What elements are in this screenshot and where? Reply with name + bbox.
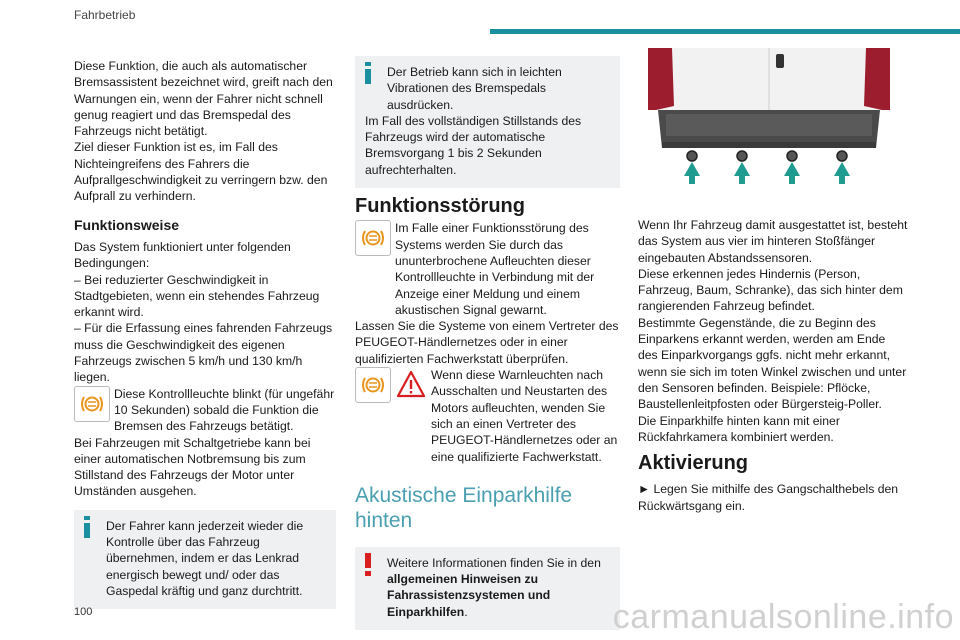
paragraph: Bei Fahrzeugen mit Schaltgetriebe kann bei einer automatischen Notbremsung bis zum Stillstand des Fahrzeugs der Motor unter Umständen ausgehen. xyxy=(74,435,311,499)
paragraph: Diese Funktion, die auch als automatischer Bremsassistent bezeichnet wird, greift nach den Warnungen ein, wenn der Fahrer nicht schnell genug reagiert und das Bremspedal des Fahrzeugs nicht betätigt. xyxy=(74,59,333,139)
paragraph: Die Einparkhilfe hinten kann mit einer Rückfahrkamera kombiniert werden. xyxy=(638,413,840,444)
header-accent-bar xyxy=(490,29,960,34)
page-number: 100 xyxy=(74,606,93,618)
alert-icon xyxy=(365,553,371,581)
paragraph: Das System funktioniert unter folgenden Bedingungen: xyxy=(74,239,291,271)
info-icon xyxy=(365,62,371,88)
section-title: Akustische Einparkhilfe hinten xyxy=(355,483,573,532)
heading-funktionsweise: Funktionsweise xyxy=(74,216,180,233)
step-item: ► Legen Sie mithilfe des Gangschalthebels den Rückwärtsgang ein. xyxy=(638,482,899,513)
warning-note xyxy=(355,547,620,630)
van-rear-sensors-illustration xyxy=(638,48,900,186)
paragraph: Ziel dieser Funktion ist es, im Fall des Nichteingreifens des Fahrers die Aufprallgeschwindigkeit zu verringern bzw. den Aufprall zu verhindern. xyxy=(74,140,328,204)
brake-lamp-icon xyxy=(74,386,110,422)
watermark: carmanualsonline.info xyxy=(612,598,954,636)
paragraph: Lassen Sie die Systeme von einem Vertreter des PEUGEOT-Händlernetzes oder in einer qualifizierten Fachwerkstatt überprüfen. xyxy=(355,319,619,366)
paragraph: Bestimmte Gegenstände, die zu Beginn des Einparkens erkannt werden, werden am Ende des Einparkvorgangs ggfs. nicht mehr erkannt, wenn sie sich im toten Winkel zwischen und unter den Sensoren befinden. Beispiele: Pflöcke, Baustellenleitpfosten oder Bürgersteig-Poller. xyxy=(638,315,907,412)
running-header: Fahrbetrieb xyxy=(74,8,136,22)
note-text: Im Fall des vollständigen Stillstands des Fahrzeugs wird der automatische Bremsvorgang 1 bis 2 Sekunden aufrechterhalten. xyxy=(365,113,582,177)
fault-paragraph xyxy=(355,220,620,318)
warning-triangle-icon xyxy=(395,367,427,401)
heading-aktivierung: Aktivierung xyxy=(638,452,749,475)
paragraph: Im Falle einer Funktionsstörung des Systems werden Sie durch das ununterbrochene Aufleuchten dieser Kontrollleuchte in Verbindung mit der Anzeige einer Meldung und einem akustischen Signal gewarnt. xyxy=(395,221,595,317)
note-text-bold: allgemeinen Hinweisen zu Fahrassistenzsystemen und Einparkhilfen xyxy=(387,572,551,619)
info-icon xyxy=(84,516,90,542)
column-middle xyxy=(355,56,620,630)
bullet-item: – Bei reduzierter Geschwindigkeit in Stadtgebieten, wenn ein stehendes Fahrzeug erkannt wird. xyxy=(74,272,320,320)
lamp-paragraph xyxy=(74,386,336,435)
paragraph: Diese Kontrollleuchte blinkt (für ungefähr 10 Sekunden) sobald die Funktion die Bremsen des Fahrzeugs betätigt. xyxy=(114,386,335,434)
note-text: Der Betrieb kann sich in leichten Vibrationen des Bremspedals ausdrücken. xyxy=(387,65,562,112)
brake-lamp-icon xyxy=(355,220,391,256)
heading-funktionsstoerung: Funktionsstörung xyxy=(355,195,525,218)
column-right xyxy=(638,217,908,514)
warn-paragraph xyxy=(355,367,620,465)
note-text: Der Fahrer kann jederzeit wieder die Kontrolle über das Fahrzeug übernehmen, indem er das Lenkrad energisch bewegt und/ oder das Gaspedal kräftig und ganz durchtritt. xyxy=(106,518,304,598)
paragraph: Diese erkennen jedes Hindernis (Person, Fahrzeug, Baum, Schranke), das sich hinter dem rangierenden Fahrzeug befindet. xyxy=(638,266,903,314)
paragraph: Wenn diese Warnleuchten nach Ausschalten und Neustarten des Motors aufleuchten, wenden Sie sich an einen Vertreter des PEUGEOT-Händlernetzes oder an eine qualifizierte Fachwerkstatt. xyxy=(431,368,618,464)
bullet-item: – Für die Erfassung eines fahrenden Fahrzeugs muss die Geschwindigkeit des eigenen Fahrzeugs zwischen 5 km/h und 130 km/h liegen. xyxy=(74,321,333,385)
note-text-suffix: . xyxy=(464,604,468,619)
paragraph: Wenn Ihr Fahrzeug damit ausgestattet ist, besteht das System aus vier im hinteren Stoßfänger eingebauten Abstandssensoren. xyxy=(638,218,908,265)
note-text-prefix: Weitere Informationen finden Sie in den xyxy=(387,555,601,570)
info-note xyxy=(355,56,620,188)
brake-lamp-icon xyxy=(355,367,391,403)
column-left xyxy=(74,58,336,609)
note-text xyxy=(365,555,610,620)
info-note xyxy=(74,510,336,609)
